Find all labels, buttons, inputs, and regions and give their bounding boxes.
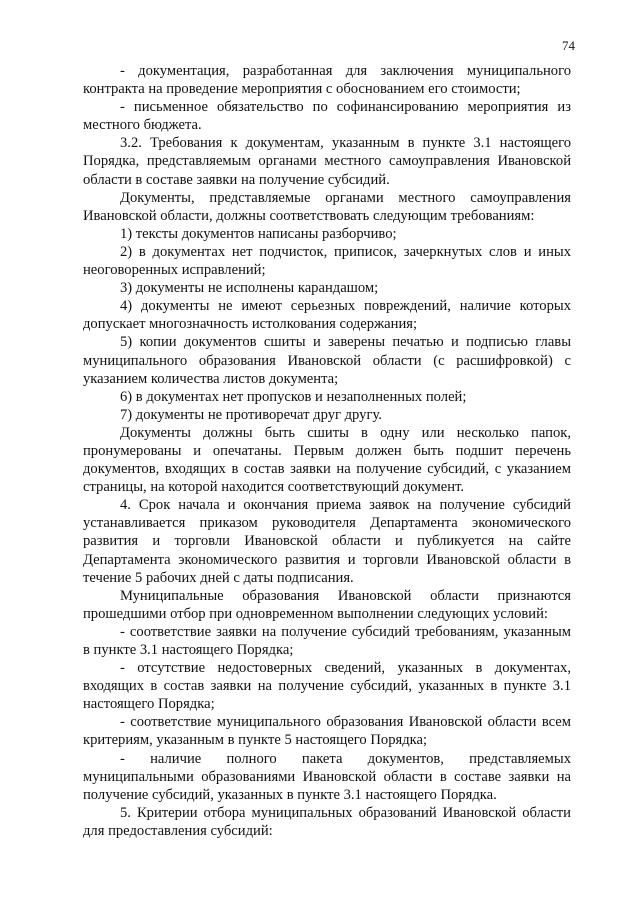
paragraph: 4. Срок начала и окончания приема заявок на получение субсидий устанавливается приказом руководителя Департамента экономического развития и торговли Ивановской области и публикуется на сайте Департамента экономического развития и торговли Ивановской области в течение 5 рабочих дней с даты подписания. [83, 497, 571, 586]
paragraph: - соответствие заявки на получение субсидий требованиям, указанным в пункте 3.1 настоящего Порядка; [83, 623, 571, 658]
paragraph: Документы должны быть сшиты в одну или несколько папок, пронумерованы и опечатаны. Первым должен быть подшит перечень документов, входящих в состав заявки на получение субсидий, с указанием страницы, на которой находится соответствующий документ. [83, 424, 571, 496]
paragraph: - наличие полного пакета документов, представляемых муниципальными образованиями Ивановской области в составе заявки на получение субсидий, указанных в пункте 3.1 настоящего Порядка. [83, 750, 571, 803]
paragraph: Муниципальные образования Ивановской области признаются прошедшими отбор при одновременном выполнении следующих условий: [83, 587, 571, 622]
page-number: 74 [562, 38, 575, 53]
paragraph: 4) документы не имеют серьезных повреждений, наличие которых допускает многозначность истолкования содержания; [83, 298, 571, 333]
paragraph: 1) тексты документов написаны разборчиво; [120, 225, 397, 242]
paragraph: 7) документы не противоречат друг другу. [120, 406, 382, 423]
paragraph: 5) копии документов сшиты и заверены печатью и подписью главы муниципального образования Ивановской области (с расшифровкой) с указанием количества листов документа; [83, 334, 571, 387]
paragraph: 5. Критерии отбора муниципальных образований Ивановской области для предоставления субсидий: [83, 804, 571, 839]
paragraph: 3) документы не исполнены карандашом; [120, 280, 379, 297]
paragraph: 3.2. Требования к документам, указанным в пункте 3.1 настоящего Порядка, представляемым органами местного самоуправления Ивановской области в составе заявки на получение субсидий. [83, 135, 571, 188]
paragraph: 2) в документах нет подчисток, приписок, зачеркнутых слов и иных неоговоренных исправлений; [83, 243, 571, 279]
paragraph: Документы, представляемые органами местного самоуправления Ивановской области, должны соответствовать следующим требованиям: [83, 189, 571, 224]
paragraph: - отсутствие недостоверных сведений, указанных в документах, входящих в состав заявки на получение субсидий, указанных в пункте 3.1 настоящего Порядка; [83, 660, 571, 713]
paragraph: - соответствие муниципального образования Ивановской области всем критериям, указанным в пункте 5 настоящего Порядка; [83, 714, 571, 749]
body-text [83, 62, 571, 840]
paragraph: - письменное обязательство по софинансированию мероприятия из местного бюджета. [83, 99, 571, 134]
paragraph: - документация, разработанная для заключения муниципального контракта на проведение мероприятия с обоснованием его стоимости; [83, 63, 571, 98]
paragraph: 6) в документах нет пропусков и незаполненных полей; [120, 388, 467, 405]
